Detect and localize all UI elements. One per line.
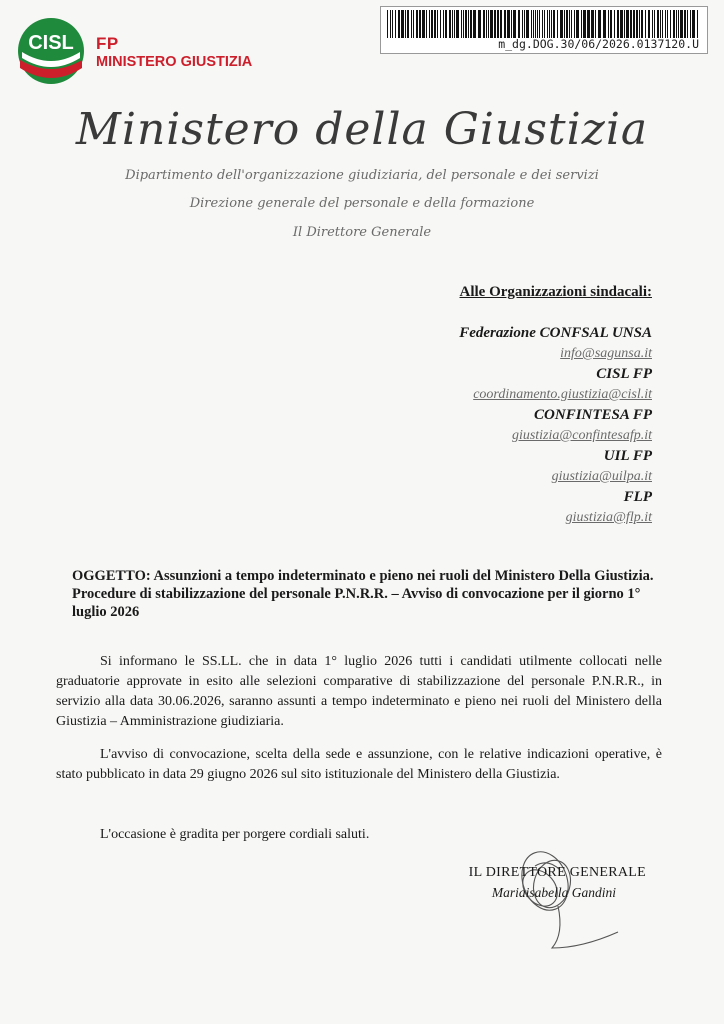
recipient-name: CISL FP (596, 366, 652, 382)
office-line: Il Direttore Generale (292, 225, 432, 240)
barcode-icon (387, 10, 701, 38)
recipient-email-link[interactable]: giustizia@flp.it (565, 510, 652, 525)
recipient-item (352, 323, 652, 364)
body-paragraph-3: L'occasione è gradita per porgere cordiali saluti. (100, 827, 370, 842)
recipients-heading: Alle Organizzazioni sindacali: (459, 284, 652, 300)
recipient-name: CONFINTESA FP (534, 407, 652, 423)
recipient-name: UIL FP (603, 448, 652, 464)
protocol-code: m_dg.DOG.30/06/2026.0137120.U (498, 37, 699, 51)
recipient-item (352, 487, 652, 528)
subject-text: Assunzioni a tempo indeterminato e pieno nei ruoli del Ministero Della Giustizia. Procedure di stabilizzazione del personale P.N.R.R. – Avviso di convocazione per il giorno 1° luglio 2026 (72, 568, 654, 620)
recipient-email-link[interactable]: info@sagunsa.it (560, 346, 652, 361)
recipient-email-link[interactable]: giustizia@uilpa.it (551, 469, 652, 484)
recipients-block (352, 284, 652, 528)
recipient-item (352, 446, 652, 487)
protocol-stamp (380, 6, 708, 54)
subject-block (72, 567, 662, 621)
signature-name: Mariaisabella Gandini (491, 885, 616, 900)
cisl-logo-icon (16, 16, 86, 86)
svg-text:CISL: CISL (28, 32, 74, 54)
department-line: Dipartimento dell'organizzazione giudiziaria, del personale e dei servizi (125, 168, 599, 183)
recipient-name: Federazione CONFSAL UNSA (459, 325, 652, 341)
logo-subtitle: MINISTERO GIUSTIZIA (96, 54, 253, 70)
body-paragraph-2: L'avviso di convocazione, scelta della sede e assunzione, con le relative indicazioni operative, è stato pubblicato in data 29 giugno 2026 sul sito istituzionale del Ministero della Giustizia. (56, 747, 662, 782)
recipient-item (352, 364, 652, 405)
recipient-item (352, 405, 652, 446)
signature-title: IL DIRETTORE GENERALE (468, 865, 646, 880)
cisl-fp-logo (16, 16, 256, 86)
recipient-email-link[interactable]: coordinamento.giustizia@cisl.it (473, 387, 652, 402)
directorate-line: Direzione generale del personale e della formazione (189, 196, 535, 211)
subject-label: OGGETTO: (72, 568, 151, 584)
body-paragraph-1: Si informano le SS.LL. che in data 1° luglio 2026 tutti i candidati utilmente collocati nelle graduatorie approvate in esito alle selezioni comparative di stabilizzazione del personale P.N.R.R., in servizio alla data 30.06.2026, saranno assunti a tempo indeterminato e pieno nei ruoli del Ministero della Giustizia – Amministrazione giudiziaria. (56, 654, 662, 729)
ministry-title: Ministero della Giustizia (75, 104, 649, 155)
recipient-email-link[interactable]: giustizia@confintesafp.it (511, 428, 652, 443)
logo-fp-text: FP (96, 34, 119, 53)
recipient-name: FLP (623, 489, 652, 505)
